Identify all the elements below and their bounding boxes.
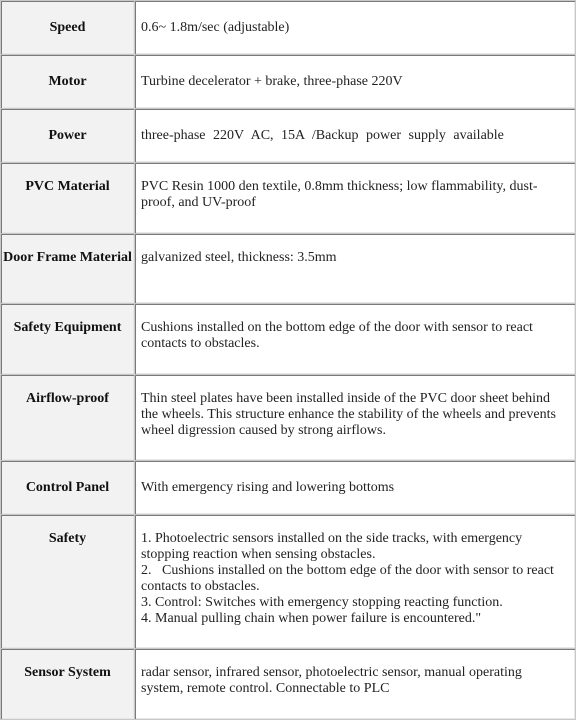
table-row	[1, 304, 576, 375]
safety-item: 1. Photoelectric sensors installed on the side tracks, with emergency stopping reaction when sensing obstacles.	[141, 531, 523, 562]
row-label: Power	[1, 109, 135, 163]
row-label: Motor	[1, 55, 135, 109]
table-row	[1, 461, 576, 515]
safety-item: 3. Control: Switches with emergency stopping reacting function.	[141, 595, 503, 610]
row-label: Door Frame Material	[1, 234, 135, 304]
row-value: galvanized steel, thickness: 3.5mm	[135, 234, 576, 304]
row-label: Safety	[1, 515, 135, 649]
safety-item: 2. Cushions installed on the bottom edge of the door with sensor to react contacts to obstacles.	[141, 563, 558, 594]
table-row	[1, 234, 576, 304]
table-row	[1, 375, 576, 461]
table-row	[1, 1, 576, 55]
row-label: Control Panel	[1, 461, 135, 515]
row-value: radar sensor, infrared sensor, photoelectric sensor, manual operating system, remote control. Connectable to PLC	[135, 649, 576, 720]
table-row	[1, 515, 576, 649]
row-value: PVC Resin 1000 den textile, 0.8mm thickness; low flammability, dust-proof, and UV-proof	[135, 163, 576, 234]
row-label: PVC Material	[1, 163, 135, 234]
row-value: Thin steel plates have been installed inside of the PVC door sheet behind the wheels. This structure enhance the stability of the wheels and prevents wheel digression caused by strong airflows.	[135, 375, 576, 461]
row-value: With emergency rising and lowering bottoms	[135, 461, 576, 515]
row-label: Airflow-proof	[1, 375, 135, 461]
row-label: Sensor System	[1, 649, 135, 720]
table-row	[1, 109, 576, 163]
table-row	[1, 649, 576, 720]
row-label: Safety Equipment	[1, 304, 135, 375]
row-value: Cushions installed on the bottom edge of the door with sensor to react contacts to obstacles.	[135, 304, 576, 375]
safety-item: 4. Manual pulling chain when power failure is encountered."	[141, 611, 482, 626]
row-value: three-phase 220V AC, 15A /Backup power supply available	[135, 109, 576, 163]
row-label: Speed	[1, 1, 135, 55]
row-value: 0.6~ 1.8m/sec (adjustable)	[135, 1, 576, 55]
row-value: Turbine decelerator + brake, three-phase 220V	[135, 55, 576, 109]
table-row	[1, 55, 576, 109]
table-row	[1, 163, 576, 234]
row-value	[135, 515, 576, 649]
